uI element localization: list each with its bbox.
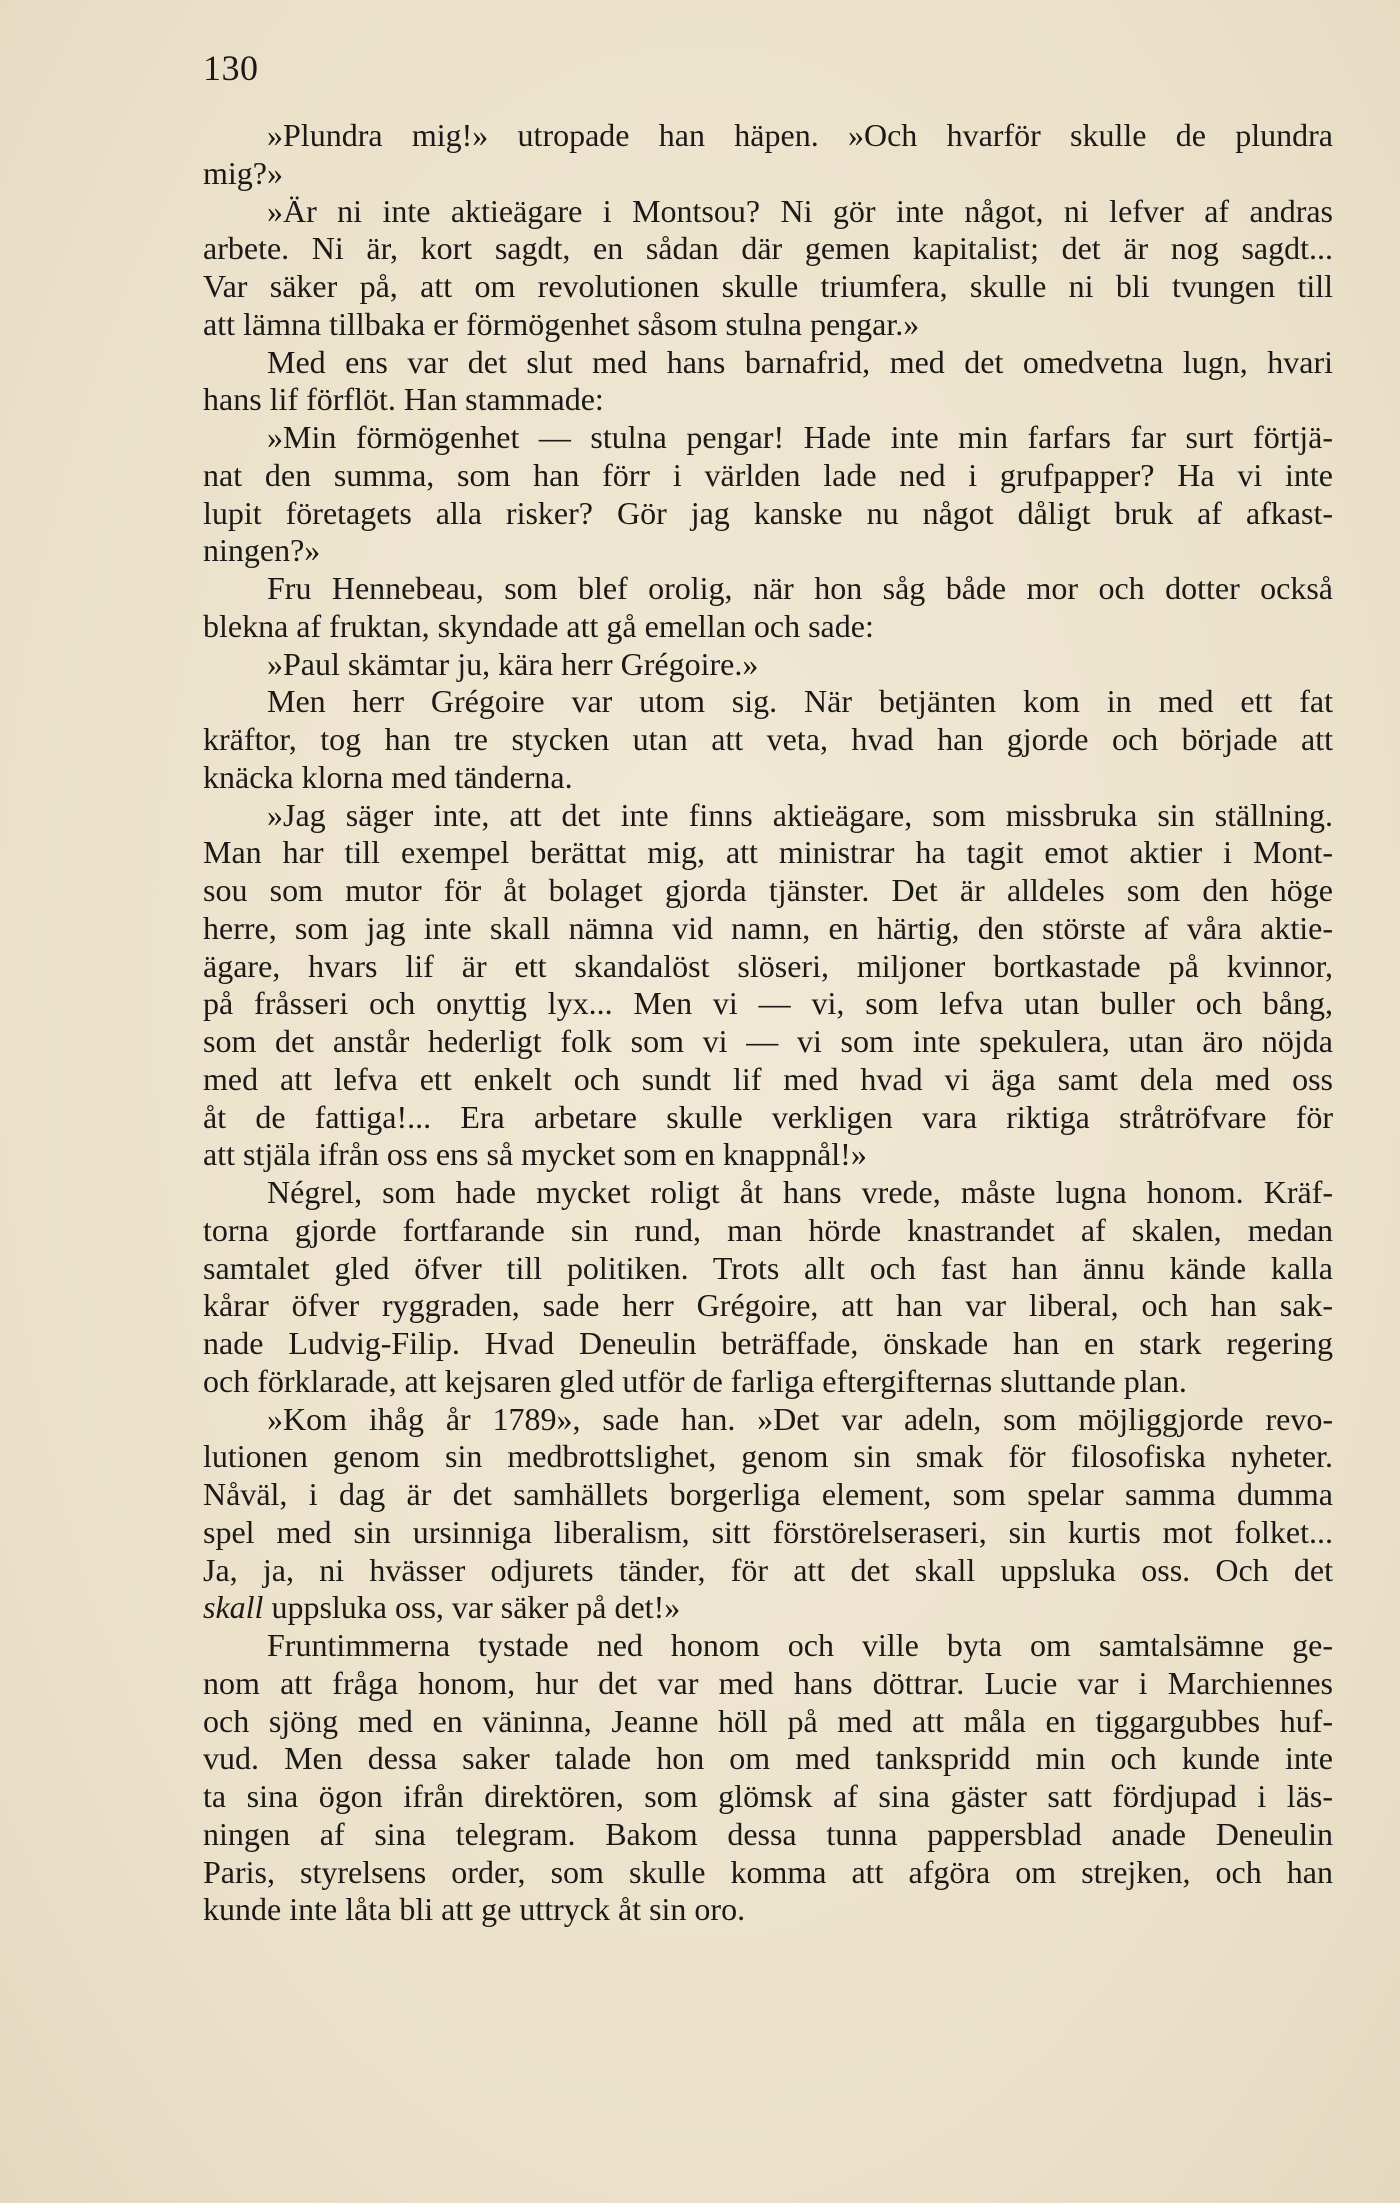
line-text: kunde inte låta bli att ge uttryck åt sin oro. [203,1891,746,1928]
line-text: mig?» [203,154,283,191]
text-line [203,1401,1333,1439]
text-line [203,1438,1333,1476]
text-line [203,570,1333,608]
line-text: Fruntimmerna tystade ned honom och ville byta om samtalsämne ge- [267,1627,1333,1663]
line-text: att stjäla ifrån oss ens så mycket som en knappnål!» [203,1136,867,1173]
text-line [203,1891,1333,1929]
text-line [203,910,1333,948]
text-line [203,193,1333,231]
line-text: Ja, ja, ni hvässer odjurets tänder, för att det skall uppsluka oss. Och det [203,1551,1333,1588]
text-line [203,1854,1333,1892]
text-line [203,1514,1333,1552]
text-line [203,1363,1333,1401]
text-line [203,1552,1333,1590]
line-text: »Är ni inte aktieägare i Montsou? Ni gör inte något, ni lefver af andras [267,192,1333,229]
line-text: samtalet gled öfver till politiken. Trots allt och fast han ännu kände kalla [203,1249,1333,1286]
text-line [203,1740,1333,1778]
line-text: med att lefva ett enkelt och sundt lif med hvad vi äga samt dela med oss [203,1060,1333,1097]
line-text: och förklarade, att kejsaren gled utför de farliga eftergifternas sluttande plan. [203,1362,1187,1399]
body-text [203,117,1333,1929]
line-text: Man har till exempel berättat mig, att ministrar ha tagit emot aktier i Mont- [203,834,1333,871]
text-line [203,1665,1333,1703]
line-text: ta sina ögon ifrån direktören, som glömsk af sina gäster satt fördjupad i läs- [203,1778,1333,1814]
line-text: Fru Hennebeau, som blef orolig, när hon såg både mor och dotter också [267,570,1333,606]
text-line [203,948,1333,986]
text-line [203,1476,1333,1514]
line-text: ningen af sina telegram. Bakom dessa tunna pappersblad anade Deneulin [203,1815,1333,1852]
text-line [203,646,1333,684]
line-text: kårar öfver ryggraden, sade herr Grégoire, att han var liberal, och han sak- [203,1287,1333,1324]
text-line [203,834,1333,872]
line-text: att lämna tillbaka er förmögenhet såsom stulna pengar.» [203,305,920,342]
text-line [203,1099,1333,1137]
text-line [203,155,1333,193]
line-text: och sjöng med en väninna, Jeanne höll på med att måla en tiggargubbes huf- [203,1702,1333,1739]
line-text: sou som mutor för åt bolaget gjorda tjänster. Det är alldeles som den höge [203,872,1333,908]
text-line [203,495,1333,533]
line-text: på fråsseri och onyttig lyx... Men vi — vi, som lefva utan buller och bång, [203,985,1333,1022]
text-line [203,1703,1333,1741]
text-line [203,759,1333,797]
line-text: »Kom ihåg år 1789», sade han. »Det var adeln, som möjliggjorde revo- [267,1400,1333,1437]
text-line [203,532,1333,570]
line-text: vud. Men dessa saker talade hon om med tankspridd min och kunde inte [203,1740,1333,1777]
text-line [203,381,1333,419]
line-text: »Paul skämtar ju, kära herr Grégoire.» [267,645,759,682]
line-text: knäcka klorna med tänderna. [203,758,573,795]
line-text: åt de fattiga!... Era arbetare skulle verkligen vara riktiga stråtröfvare för [203,1098,1333,1135]
text-line [203,1023,1333,1061]
text-line [203,1250,1333,1288]
line-text: Nåväl, i dag är det samhällets borgerliga element, som spelar samma dumma [203,1476,1333,1512]
line-text: Med ens var det slut med hans barnafrid, med det omedvetna lugn, hvari [267,343,1333,380]
text-line [203,344,1333,382]
text-line [203,1778,1333,1816]
text-line [203,1816,1333,1854]
line-text: Men herr Grégoire var utom sig. När betjänten kom in med ett fat [267,683,1333,720]
line-text: »Plundra mig!» utropade han häpen. »Och hvarför skulle de plundra [267,117,1333,153]
text-line [203,1061,1333,1099]
line-text: torna gjorde fortfarande sin rund, man hörde knastrandet af skalen, medan [203,1211,1333,1248]
text-line [203,306,1333,344]
line-text: »Min förmögenhet — stulna pengar! Hade inte min farfars far surt förtjä- [267,419,1333,455]
page-number: 130 [203,48,259,88]
text-line [203,117,1333,155]
text-line [203,1589,1333,1627]
line-text: nat den summa, som han förr i världen lade ned i grufpapper? Ha vi inte [203,456,1333,493]
italic-text: skall [203,1589,264,1626]
line-text: som det anstår hederligt folk som vi — vi som inte spekulera, utan äro nöjda [203,1023,1333,1059]
text-line [203,230,1333,268]
line-text: ningen?» [203,532,321,569]
line-text: lupit företagets alla risker? Gör jag kanske nu något dåligt bruk af afkast- [203,494,1333,531]
text-line [203,608,1333,646]
text-line [203,872,1333,910]
line-text: spel med sin ursinniga liberalism, sitt förstörelseraseri, sin kurtis mot folket... [203,1513,1333,1550]
line-text: hans lif förflöt. Han stammade: [203,381,604,418]
line-text: Négrel, som hade mycket roligt åt hans vrede, måste lugna honom. Kräf- [267,1174,1333,1210]
text-line [203,683,1333,721]
line-text: lutionen genom sin medbrottslighet, genom sin smak för filosofiska nyheter. [203,1438,1333,1475]
text-line [203,1136,1333,1174]
line-text: kräftor, tog han tre stycken utan att veta, hvad han gjorde och började att [203,721,1333,757]
line-text: arbete. Ni är, kort sagdt, en sådan där gemen kapitalist; det är nog sagdt... [203,230,1333,267]
line-text: herre, som jag inte skall nämna vid namn, en härtig, den störste af våra aktie- [203,909,1333,946]
line-text: uppsluka oss, var säker på det!» [263,1589,681,1626]
line-text: Var säker på, att om revolutionen skulle triumfera, skulle ni bli tvungen till [203,268,1333,304]
text-line [203,1325,1333,1363]
line-text: Paris, styrelsens order, som skulle komma att afgöra om strejken, och han [203,1853,1333,1890]
text-line [203,1627,1333,1665]
text-line [203,721,1333,759]
text-line [203,985,1333,1023]
line-text: ägare, hvars lif är ett skandalöst slöseri, miljoner bortkastade på kvinnor, [203,947,1333,984]
text-line [203,457,1333,495]
text-line [203,1212,1333,1250]
text-line [203,1287,1333,1325]
text-line [203,268,1333,306]
line-text: »Jag säger inte, att det inte finns aktieägare, som missbruka sin ställning. [267,796,1333,833]
line-text: nade Ludvig-Filip. Hvad Deneulin beträffade, önskade han en stark regering [203,1325,1333,1361]
text-line [203,797,1333,835]
line-text: blekna af fruktan, skyndade att gå emellan och sade: [203,607,874,644]
text-line [203,419,1333,457]
line-text: nom att fråga honom, hur det var med hans döttrar. Lucie var i Marchiennes [203,1664,1333,1701]
text-line [203,1174,1333,1212]
